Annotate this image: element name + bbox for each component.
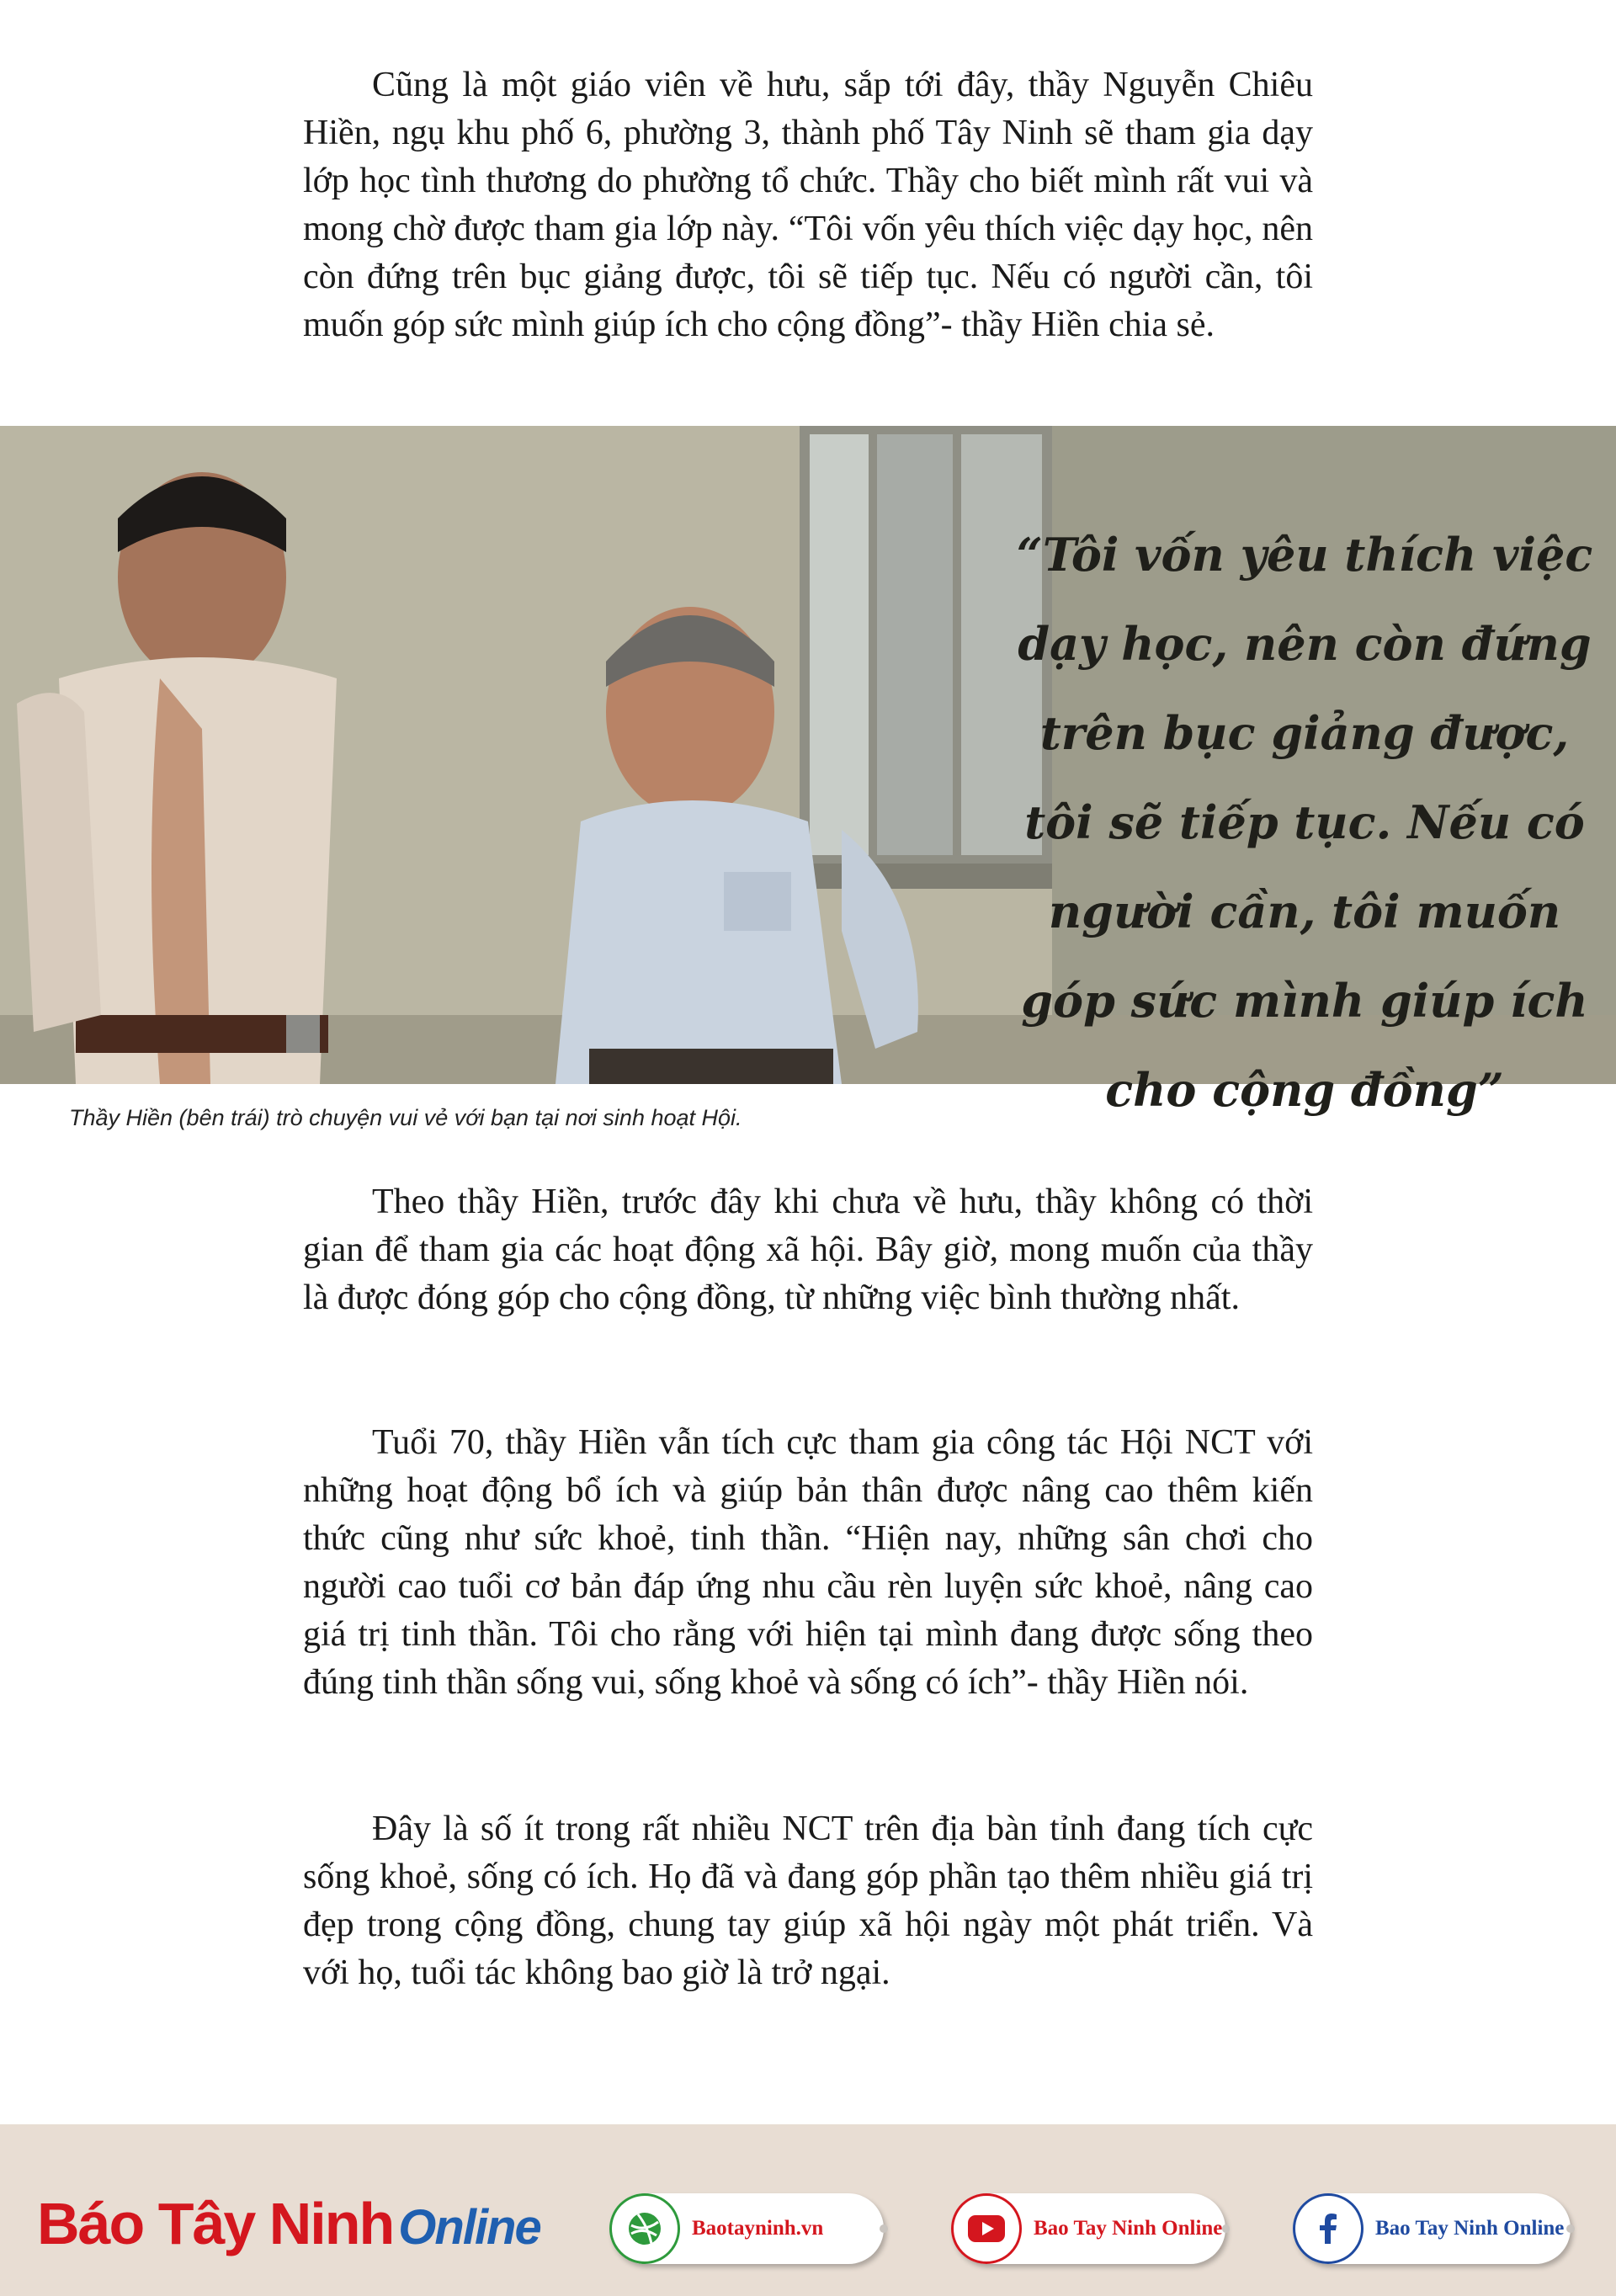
- facebook-icon: [1293, 2193, 1364, 2264]
- brand-logo[interactable]: [37, 2190, 540, 2257]
- page-footer: [0, 2124, 1616, 2296]
- article-paragraph: Cũng là một giáo viên về hưu, sắp tới đây, thầy Nguyễn Chiêu Hiền, ngụ khu phố 6, phường 3, thành phố Tây Ninh sẽ tham gia dạy lớp học tình thương do phường tổ chức. Thầy cho biết mình rất vui và mong chờ được tham gia lớp này. “Tôi vốn yêu thích việc dạy học, nên còn đứng trên bục giảng được, tôi sẽ tiếp tục. Nếu có người cần, tôi muốn góp sức mình giúp ích cho cộng đồng”- thầy Hiền chia sẻ.: [303, 66, 1313, 344]
- brand-name: Báo Tây Ninh: [37, 2191, 394, 2256]
- dribbble-ball-icon: [609, 2193, 680, 2264]
- facebook-label: Bao Tay Ninh Online: [1375, 2217, 1565, 2240]
- brand-suffix: Online: [398, 2200, 540, 2255]
- youtube-icon: [951, 2193, 1022, 2264]
- article-photo: [0, 426, 1616, 1117]
- website-link[interactable]: [609, 2193, 884, 2264]
- youtube-link[interactable]: [951, 2193, 1225, 2264]
- photo-caption: Thầy Hiền (bên trái) trò chuyện vui vẻ với bạn tại nơi sinh hoạt Hội.: [69, 1105, 742, 1130]
- article-paragraph: Tuổi 70, thầy Hiền vẫn tích cực tham gia công tác Hội NCT với những hoạt động bổ ích và giúp bản thân được nâng cao thêm kiến thức cũng như sức khoẻ, tinh thần. “Hiện nay, những sân chơi cho người cao tuổi cơ bản đáp ứng nhu cầu rèn luyện sức khoẻ, nâng cao giá trị tinh thần. Tôi cho rằng với hiện tại mình đang được sống theo đúng tinh thần sống vui, sống khoẻ và sống có ích”- thầy Hiền nói.: [303, 1423, 1313, 1702]
- pull-quote: “Tôi vốn yêu thích việc dạy học, nên còn đứng trên bục giảng được, tôi sẽ tiếp tục. Nếu có người cần, tôi muốn góp sức mình giúp ích cho cộng đồng”: [1016, 528, 1593, 1117]
- article-paragraph: Đây là số ít trong rất nhiều NCT trên địa bàn tỉnh đang tích cực sống khoẻ, sống có ích. Họ đã và đang góp phần tạo thêm nhiều giá trị đẹp trong cộng đồng, chung tay giúp xã hội ngày một phát triển. Và với họ, tuổi tác không bao giờ là trở ngại.: [303, 1810, 1313, 1992]
- article-paragraph: Theo thầy Hiền, trước đây khi chưa về hưu, thầy không có thời gian để tham gia các hoạt động xã hội. Bây giờ, mong muốn của thầy là được đóng góp cho cộng đồng, từ những việc bình thường nhất.: [303, 1183, 1313, 1317]
- youtube-label: Bao Tay Ninh Online: [1034, 2217, 1223, 2240]
- facebook-link[interactable]: [1293, 2193, 1571, 2264]
- website-label: Baotayninh.vn: [692, 2217, 824, 2240]
